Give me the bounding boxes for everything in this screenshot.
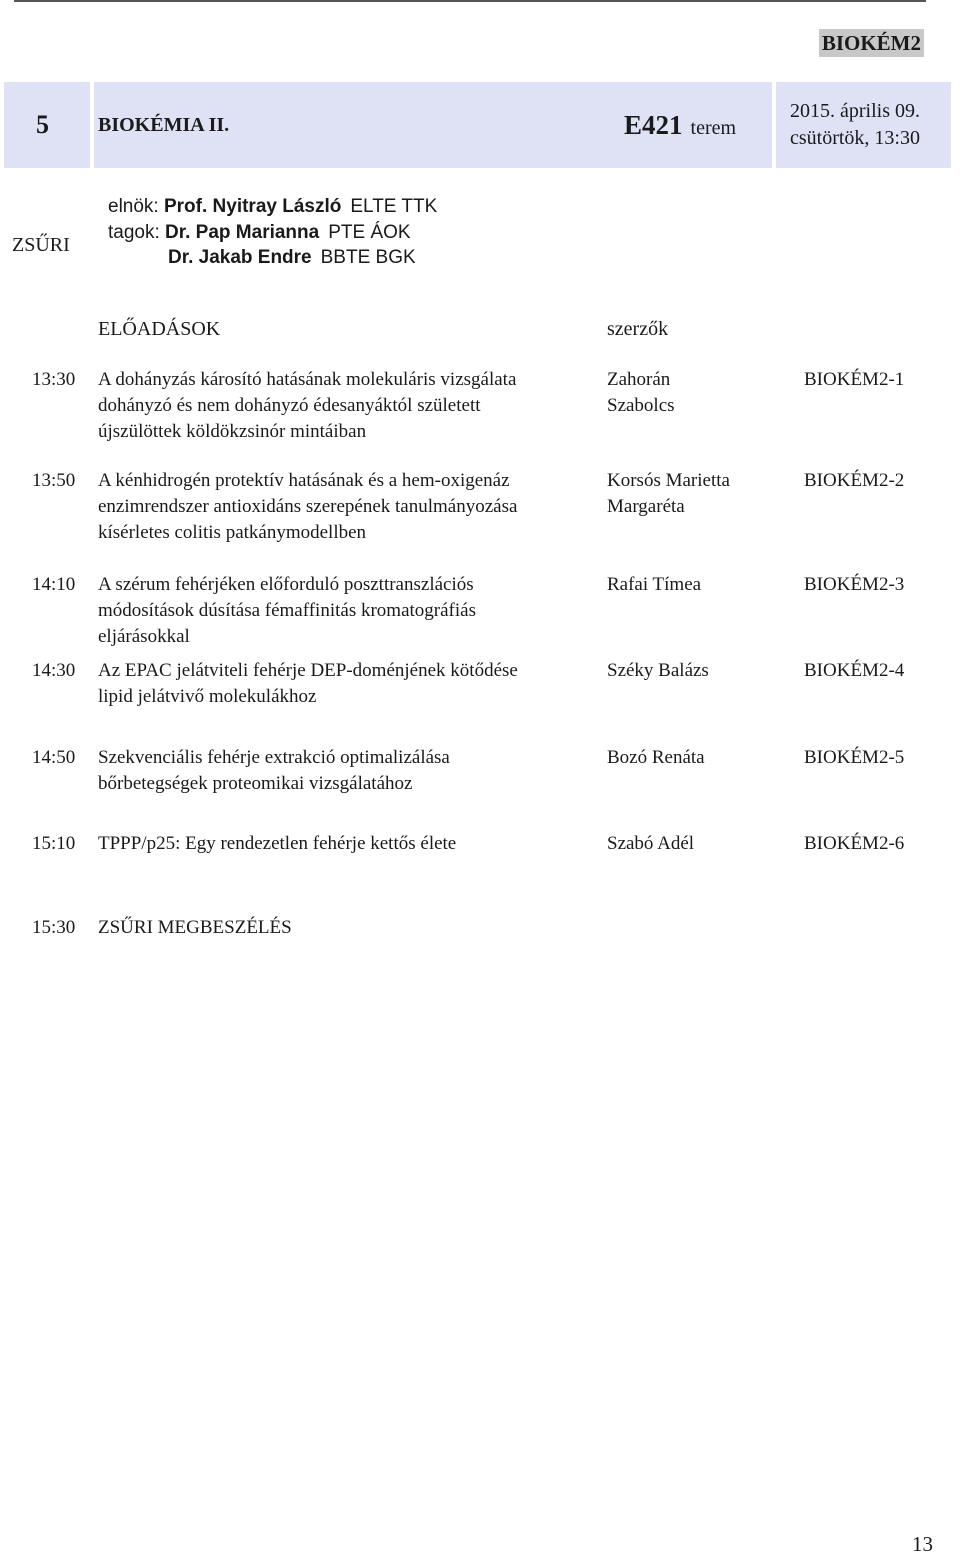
talk-code: BIOKÉM2-5 — [804, 747, 905, 768]
closing-time: 15:30 — [32, 917, 76, 938]
jury-role: elnök: — [108, 196, 159, 217]
page-number: 13 — [912, 1532, 933, 1556]
talk-time: 14:10 — [32, 574, 76, 595]
session-day-time: csütörtök, 13:30 — [790, 127, 920, 149]
session-number: 5 — [36, 110, 49, 139]
jury-member — [108, 245, 437, 271]
talk-code: BIOKÉM2-4 — [804, 660, 905, 681]
jury-member — [108, 194, 437, 220]
room-word: terem — [690, 117, 737, 139]
jury-name: Dr. Jakab Endre — [168, 247, 312, 268]
talk-author: Szabó Adél — [607, 833, 695, 854]
closing-label: ZSŰRI MEGBESZÉLÉS — [98, 917, 292, 938]
talk-title: TPPP/p25: Egy rendezetlen fehérje kettős élete — [98, 833, 457, 854]
talk-time: 13:30 — [32, 369, 76, 390]
jury-institution: PTE ÁOK — [328, 221, 411, 243]
room-code: E421 — [624, 110, 683, 140]
jury-label: ZSŰRI — [12, 234, 70, 256]
talk-code: BIOKÉM2-2 — [804, 470, 905, 491]
talk-code: BIOKÉM2-6 — [804, 833, 905, 854]
jury-name: Prof. Nyitray László — [163, 196, 342, 217]
talk-author: Korsós Marietta Margaréta — [607, 470, 730, 517]
talk-title: Szekvenciális fehérje extrakció optimalizálása bőrbetegségek proteomikai vizsgálatához — [98, 747, 450, 794]
jury-institution: ELTE TTK — [350, 196, 438, 217]
talk-time: 14:30 — [32, 660, 76, 681]
talk-title: Az EPAC jelátviteli fehérje DEP-doménjének kötődése lipid jelátvivő molekulákhoz — [98, 660, 518, 707]
column-heading-authors: szerzők — [607, 318, 669, 340]
talk-title: A dohányzás károsító hatásának molekuláris vizsgálata dohányzó és nem dohányzó édesanyáktól született újszülöttek köldökzsinór mintáiban — [98, 369, 517, 442]
talk-time: 15:10 — [32, 833, 76, 854]
jury-name: Dr. Pap Marianna — [165, 221, 320, 243]
talk-author: Zahorán Szabolcs — [607, 369, 675, 416]
session-date-line: 2015. április 09. — [790, 100, 920, 122]
session-title: BIOKÉMIA II. — [98, 114, 230, 136]
talk-time: 14:50 — [32, 747, 76, 768]
talk-author: Bozó Renáta — [607, 747, 705, 768]
jury-role: tagok: — [108, 221, 160, 243]
column-heading-talks: ELŐADÁSOK — [98, 318, 221, 340]
jury-list — [108, 194, 437, 271]
talk-title: A kénhidrogén protektív hatásának és a hem-oxigenáz enzimrendszer antioxidáns szerepének tanulmányozása kísérletes colitis patkánymodellben — [98, 470, 518, 543]
talk-author: Széky Balázs — [607, 660, 709, 681]
section-code: BIOKÉM2 — [819, 29, 924, 57]
talk-code: BIOKÉM2-3 — [804, 574, 905, 595]
talk-time: 13:50 — [32, 470, 76, 491]
session-date — [790, 98, 920, 152]
talk-author: Rafai Tímea — [607, 574, 702, 595]
session-room — [624, 110, 736, 141]
talk-title: A szérum fehérjéken előforduló poszttranszlációs módosítások dúsítása fémaffinitás kromatográfiás eljárásokkal — [98, 574, 476, 647]
jury-institution: BBTE BGK — [320, 247, 416, 268]
jury-member — [108, 220, 437, 246]
top-rule — [14, 0, 926, 2]
talk-code: BIOKÉM2-1 — [804, 369, 905, 390]
